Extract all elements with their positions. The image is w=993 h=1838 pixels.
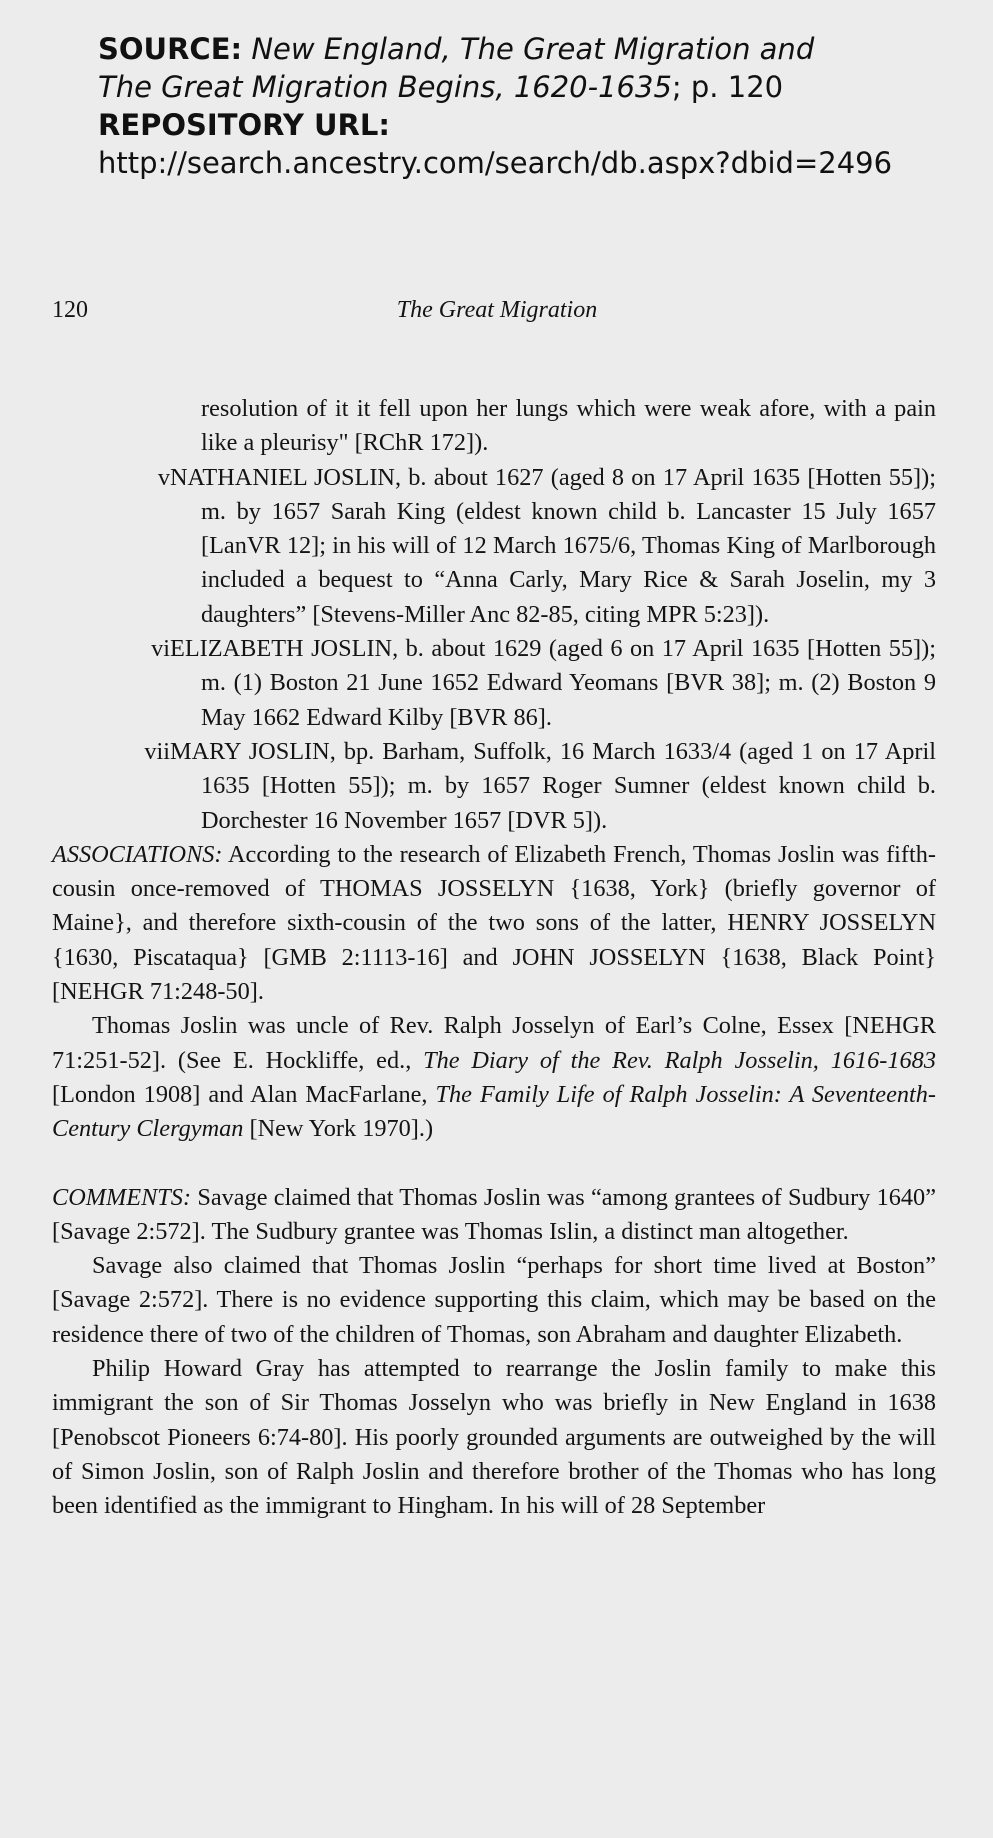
child-text: ELIZABETH JOSLIN, b. about 1629 (aged 6 on 17 April 1635 [Hotten 55]); m. (1) Boston 21 June 1652 Edward Yeomans [BVR 38]; m. (2) Boston 9 May 1662 Edward Kilby [BVR 86]. (170, 635, 936, 731)
repository-label: REPOSITORY URL: (98, 108, 390, 142)
comments-para-1 (52, 1181, 936, 1250)
associations-para-2 (52, 1009, 936, 1146)
running-head (52, 297, 942, 331)
associations-text-b: [London 1908] and Alan MacFarlane, (52, 1080, 436, 1108)
associations-text: According to the research of Elizabeth French, Thomas Joslin was fifth-cousin once-removed of THOMAS JOSSELYN {1638, York} (briefly governor of Maine}, and therefore sixth-cousin of the two sons of the latter, HENRY JOSSELYN {1630, Piscataqua} [GMB 2:1113-16] and JOHN JOSSELYN {1638, Black Point} [NEHGR 71:248-50]. (52, 840, 937, 1006)
repository-url: http://search.ancestry.com/search/db.aspx?dbid=2496 (98, 146, 893, 180)
diary-title: The Diary of the Rev. Ralph Josselin, 1616-1683 (423, 1046, 936, 1074)
source-citation (98, 30, 958, 182)
comments-para-2: Savage also claimed that Thomas Joslin “perhaps for short time lived at Boston” [Savage 2:572]. There is no evidence supporting this claim, which may be based on the residence there of two of the children of Thomas, son Abraham and daughter Elizabeth. (52, 1252, 936, 1348)
source-title-2: The Great Migration Begins, 1620-1635 (98, 70, 672, 104)
associations-text-c: [New York 1970].) (243, 1115, 434, 1143)
child-numeral: v (157, 463, 170, 491)
comments-text: Savage claimed that Thomas Joslin was “among grantees of Sudbury 1640” [Savage 2:572]. The Sudbury grantee was Thomas Islin, a distinct man altogether. (52, 1183, 936, 1245)
associations-para-1 (52, 838, 936, 1009)
page-number: 120 (52, 297, 88, 323)
source-title: New England, The Great Migration and (251, 32, 815, 66)
child-entry (52, 632, 936, 735)
child-numeral: vii (144, 737, 170, 765)
family-life-title: The Family Life of Ralph Josselin: A Seventeenth-Century Clergyman (52, 1080, 936, 1143)
child-entry (52, 461, 936, 632)
source-line-2 (98, 68, 958, 106)
book-title: The Great Migration (396, 297, 598, 323)
child-text: MARY JOSLIN, bp. Barham, Suffolk, 16 March 1633/4 (aged 1 on 17 April 1635 [Hotten 55]); m. by 1657 Roger Sumner (eldest known child b. Dorchester 16 November 1657 [DVR 5]). (170, 737, 936, 834)
comments-label: COMMENTS: (52, 1183, 192, 1211)
comments-para-3: Philip Howard Gray has attempted to rearrange the Joslin family to make this immigrant the son of Sir Thomas Josselyn who was briefly in New England in 1638 [Penobscot Pioneers 6:74-80]. His poorly grounded arguments are outweighed by the will of Simon Joslin, son of Ralph Joslin and therefore brother of the Thomas who has long been identified as the immigrant to Hingham. In his will of 28 September (52, 1355, 936, 1520)
associations-label: ASSOCIATIONS: (52, 840, 223, 868)
source-line (98, 30, 958, 68)
child-numeral: vi (151, 635, 170, 663)
section-gap (52, 1147, 936, 1181)
source-page: ; p. 120 (671, 70, 784, 104)
continuation-text: resolution of it it fell upon her lungs which were weak afore, with a pain like a pleurisy" [RChR 172]). (201, 395, 936, 457)
source-label: SOURCE: (98, 32, 243, 66)
child-entry (52, 735, 936, 838)
child-text: NATHANIEL JOSLIN, b. about 1627 (aged 8 on 17 April 1635 [Hotten 55]); m. by 1657 Sarah King (eldest known child b. Lancaster 15 July 1657 [LanVR 12]; in his will of 12 March 1675/6, Thomas King of Marlborough included a bequest to “Anna Carly, Mary Rice & Sarah Joselin, my 3 daughters” [Stevens-Miller Anc 82-85, citing MPR 5:23]). (170, 463, 936, 628)
associations-text-a: Thomas Joslin was uncle of Rev. Ralph Josselyn of Earl’s Colne, Essex [NEHGR 71:251-52]. (See E. Hockliffe, ed., (52, 1012, 936, 1074)
page-body (52, 392, 936, 1524)
